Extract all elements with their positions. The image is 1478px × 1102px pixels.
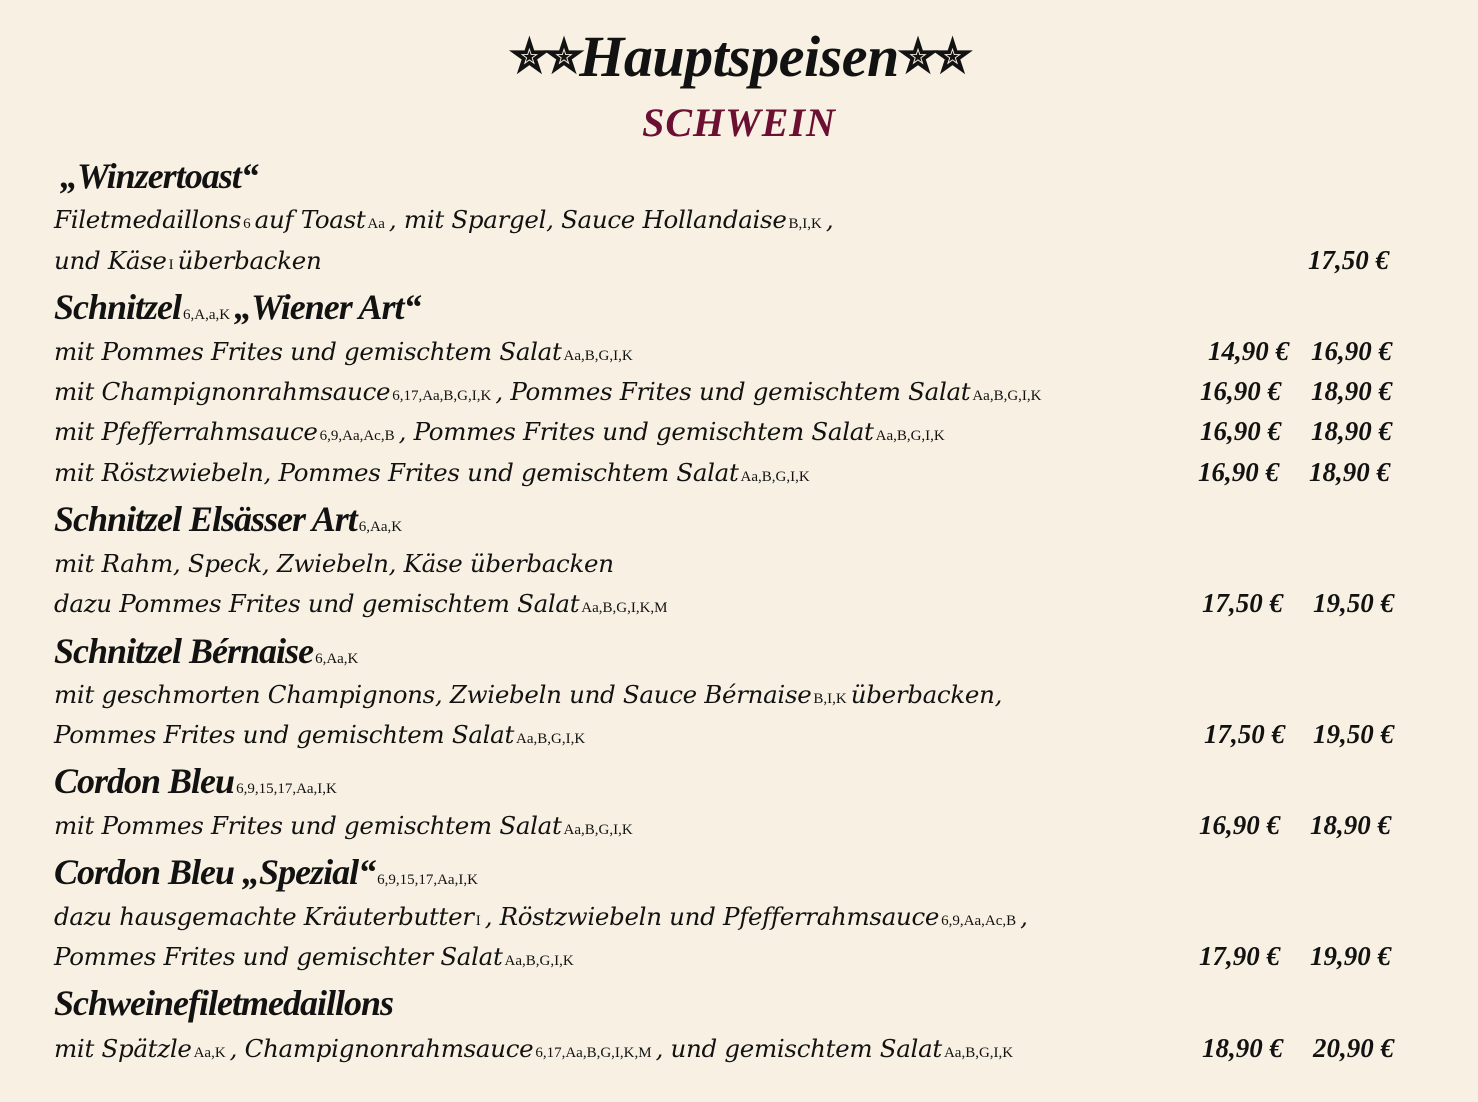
dish-title-bernaise — [54, 630, 1478, 672]
allergen-codes: Aa,B,G,I,K — [972, 388, 1042, 404]
desc-text: , und gemischtem Salat — [655, 1034, 942, 1063]
allergen-codes: 6,Aa,K — [315, 651, 359, 667]
desc-text: , — [1020, 902, 1028, 931]
dish-description — [54, 246, 1478, 275]
desc-text: Pommes Frites und gemischter Salat — [54, 942, 503, 971]
desc-text: Pommes Frites und gemischtem Salat — [54, 720, 515, 749]
desc-text: mit geschmorten Champignons, Zwiebeln und Sauce Bérnaise — [54, 680, 812, 709]
price-small: 17,50 € — [1204, 719, 1285, 749]
desc-text: dazu Pommes Frites und gemischtem Salat — [54, 589, 580, 618]
price-large: 19,50 € — [1313, 719, 1394, 749]
section-title: SCHWEIN — [642, 100, 836, 145]
allergen-codes: 6,9,15,17,Aa,I,K — [236, 781, 337, 797]
allergen-codes: Aa,B,G,I,K — [943, 1045, 1014, 1061]
allergen-codes: B,I,K — [788, 216, 822, 232]
price-large: 18,90 € — [1311, 376, 1392, 406]
allergen-codes: Aa,B,G,I,K,M — [581, 600, 668, 616]
allergen-codes: Aa,B,G,I,K — [516, 731, 586, 747]
dish-name: Cordon Bleu „Spezial“ — [54, 852, 376, 892]
desc-text: , Pommes Frites und gemischtem Salat — [495, 377, 971, 406]
star-icon: ✮✮ — [898, 31, 968, 82]
allergen-codes: Aa,B,G,I,K — [563, 822, 633, 838]
desc-text: , — [825, 205, 834, 234]
desc-text: überbacken, — [850, 680, 1003, 709]
allergen-codes: Aa — [367, 216, 385, 232]
allergen-codes: 6,17,Aa,B,G,I,K,M — [535, 1045, 652, 1061]
allergen-codes: Aa,B,G,I,K — [504, 953, 574, 969]
allergen-codes: Aa,K — [193, 1045, 226, 1061]
price-small: 18,90 € — [1202, 1033, 1283, 1063]
price-large: 18,90 € — [1311, 416, 1392, 446]
desc-text: , Champignonrahmsauce — [229, 1034, 534, 1063]
price-small: 16,90 € — [1200, 376, 1281, 406]
desc-text: mit Pfefferrahmsauce — [54, 417, 318, 446]
desc-text: mit Pommes Frites und gemischtem Salat — [54, 811, 562, 840]
desc-text: auf Toast — [254, 205, 366, 234]
dish-description — [54, 902, 1478, 931]
dish-title-wiener-art — [54, 286, 1478, 328]
page-title-text: Hauptspeisen — [579, 24, 899, 89]
allergen-codes: I — [168, 257, 174, 273]
desc-text: , Pommes Frites und gemischtem Salat — [398, 417, 874, 446]
price-small: 17,50 € — [1202, 588, 1283, 618]
desc-text: dazu hausgemachte Kräuterbutter — [54, 902, 474, 931]
desc-text: und Käse — [54, 246, 167, 275]
dish-title-cordon-bleu-spezial — [54, 851, 1478, 893]
dish-description — [54, 680, 1478, 709]
dish-title-schweinefiletmedaillons — [54, 982, 1478, 1024]
allergen-codes: 6,9,15,17,Aa,I,K — [377, 872, 478, 888]
desc-text: mit Spätzle — [54, 1034, 192, 1063]
allergen-codes: Aa,B,G,I,K — [740, 469, 810, 485]
allergen-codes: 6,17,Aa,B,G,I,K — [392, 388, 492, 404]
allergen-codes: 6,Aa,K — [358, 519, 403, 535]
price-small: 16,90 € — [1200, 416, 1281, 446]
allergen-codes: 6,A,a,K — [183, 307, 231, 323]
price-large: 19,90 € — [1310, 941, 1391, 971]
dish-title-winzertoast — [60, 155, 1478, 197]
allergen-codes: Aa,B,G,I,K — [563, 348, 633, 364]
dish-name: Schnitzel Bérnaise — [54, 631, 314, 671]
dish-name: „Winzertoast“ — [60, 156, 258, 196]
allergen-codes: 6,9,Aa,Ac,B — [319, 428, 395, 444]
dish-description — [54, 205, 1478, 234]
dish-title-cordon-bleu — [54, 760, 1478, 802]
star-icon: ✮✮ — [510, 31, 580, 82]
desc-text: mit Champignonrahmsauce — [54, 377, 391, 406]
dish-description: mit Rahm, Speck, Zwiebeln, Käse überbacken — [54, 549, 614, 578]
allergen-codes: I — [475, 913, 481, 929]
price-small: 17,90 € — [1199, 941, 1280, 971]
dish-title-elsaesser-art — [54, 498, 1478, 540]
dish-name: Schnitzel — [54, 287, 182, 327]
price-large: 18,90 € — [1309, 457, 1390, 487]
allergen-codes: B,I,K — [813, 691, 847, 707]
price-small: 16,90 € — [1198, 457, 1279, 487]
desc-text: , mit Spargel, Sauce Hollandaise — [388, 205, 787, 234]
allergen-codes: Aa,B,G,I,K — [875, 428, 945, 444]
dish-name: Cordon Bleu — [54, 761, 235, 801]
price-large: 20,90 € — [1313, 1033, 1394, 1063]
price-large: 18,90 € — [1310, 810, 1391, 840]
price: 17,50 € — [1308, 245, 1389, 275]
desc-text: Filetmedaillons — [54, 205, 242, 234]
price-small: 16,90 € — [1199, 810, 1280, 840]
dish-name: Schweinefiletmedaillons — [54, 983, 394, 1023]
desc-text: , Röstzwiebeln und Pfefferrahmsauce — [484, 902, 940, 931]
price-large: 16,90 € — [1311, 336, 1392, 366]
page-title — [0, 22, 1478, 92]
price-small: 14,90 € — [1208, 336, 1289, 366]
desc-text: mit Pommes Frites und gemischtem Salat — [54, 337, 562, 366]
allergen-codes: 6 — [243, 216, 251, 232]
desc-text: überbacken — [177, 246, 322, 275]
desc-text: mit Röstzwiebeln, Pommes Frites und gemischtem Salat — [54, 458, 739, 487]
dish-name: „Wiener Art“ — [234, 287, 421, 327]
price-large: 19,50 € — [1313, 588, 1394, 618]
dish-name: Schnitzel Elsässer Art — [54, 499, 357, 539]
allergen-codes: 6,9,Aa,Ac,B — [941, 913, 1017, 929]
